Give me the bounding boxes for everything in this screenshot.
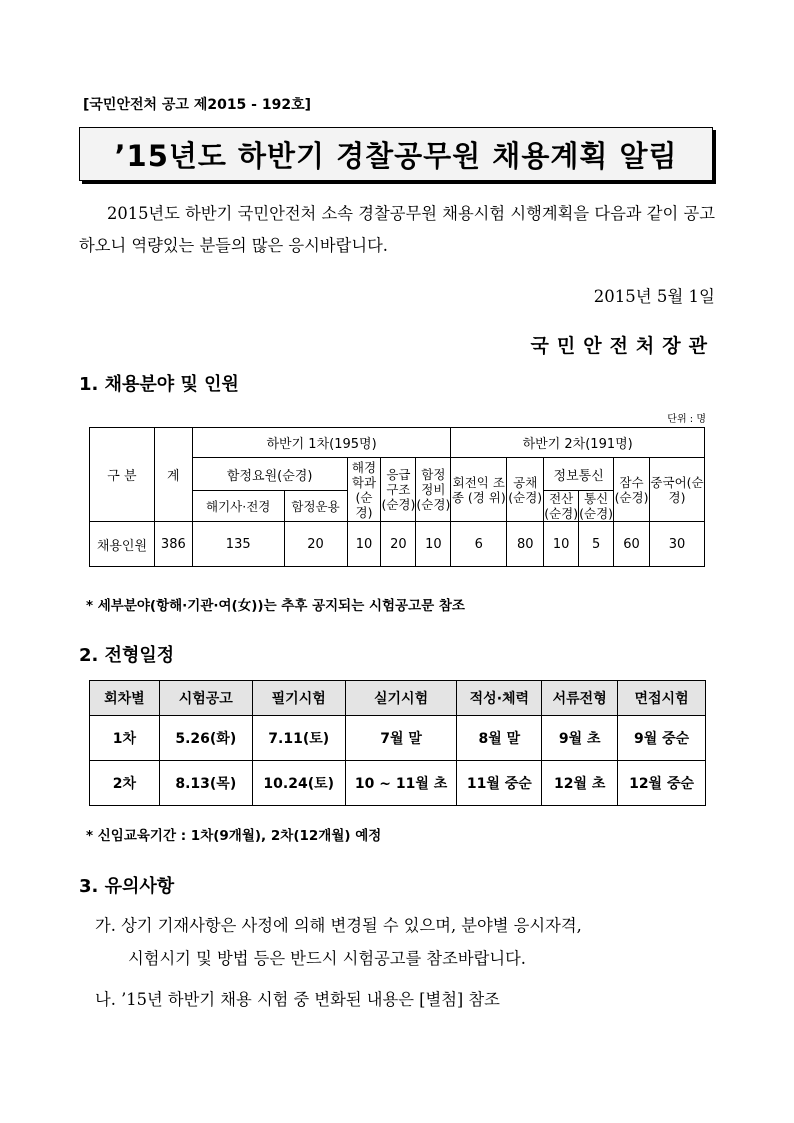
table-row	[90, 428, 705, 458]
row-label: 채용인원	[90, 522, 155, 567]
section-heading-schedule: 2. 전형일정	[79, 645, 175, 666]
cell-total: 386	[154, 522, 192, 567]
header-round: 회차별	[90, 681, 160, 716]
cell-document-screening: 12월 초	[542, 761, 618, 806]
schedule-table	[89, 680, 706, 806]
cell-computer: 10	[544, 522, 579, 567]
cell-public: 80	[507, 522, 544, 567]
cell-round: 2차	[90, 761, 160, 806]
header-interview: 면접시험	[618, 681, 706, 716]
cell-chinese: 30	[650, 522, 705, 567]
header-info-comm: 정보통신	[544, 458, 614, 491]
cell-practical-exam: 7월 말	[345, 716, 457, 761]
page-title: ’15년도 하반기 경찰공무원 채용계획 알림	[114, 138, 678, 173]
cell-document-screening: 9월 초	[542, 716, 618, 761]
cell-ship-ops: 20	[284, 522, 347, 567]
table-row	[90, 761, 706, 806]
caution-item-a-line1: 가. 상기 기재사항은 사정에 의해 변경될 수 있으며, 분야별 응시자격,	[95, 916, 582, 935]
header-ship-maintenance: 함정정비(순경)	[416, 458, 451, 522]
table-header-row	[90, 681, 706, 716]
title-box	[79, 127, 713, 181]
header-round2: 하반기 2차(191명)	[451, 428, 705, 458]
issuer: 국민안전처장관	[530, 335, 715, 357]
notice-date: 2015년 5월 1일	[593, 287, 715, 306]
table-row	[90, 716, 706, 761]
cell-navigator-deck: 135	[192, 522, 284, 567]
cell-telecom: 5	[579, 522, 614, 567]
intro-paragraph: 2015년도 하반기 국민안전처 소속 경찰공무원 채용시험 시행계획을 다음과 같이 공고하오니 역량있는 분들의 많은 응시바랍니다.	[79, 204, 715, 255]
caution-item-b: 나. ’15년 하반기 채용 시험 중 변화된 내용은 [별첨] 참조	[95, 990, 500, 1009]
cell-written-exam: 10.24(토)	[252, 761, 345, 806]
header-maritime-cs: 해경학과(순경)	[347, 458, 381, 522]
header-category: 구 분	[90, 428, 155, 522]
recruitment-table	[89, 427, 705, 567]
schedule-note: * 신임교육기간 : 1차(9개월), 2차(12개월) 예정	[86, 828, 382, 844]
header-practical-exam: 실기시험	[345, 681, 457, 716]
header-chinese: 중국어(순경)	[650, 458, 705, 522]
cell-helicopter: 6	[451, 522, 507, 567]
header-announcement: 시험공고	[159, 681, 252, 716]
cell-emergency-rescue: 20	[381, 522, 416, 567]
header-total: 계	[154, 428, 192, 522]
cell-practical-exam: 10 ~ 11월 초	[345, 761, 457, 806]
cell-announcement: 5.26(화)	[159, 716, 252, 761]
cell-ship-maintenance: 10	[416, 522, 451, 567]
section-heading-recruitment: 1. 채용분야 및 인원	[79, 374, 239, 395]
header-document-screening: 서류전형	[542, 681, 618, 716]
header-navigator-deck: 해기사·전경	[192, 491, 284, 522]
header-public: 공채(순경)	[507, 458, 544, 522]
header-written-exam: 필기시험	[252, 681, 345, 716]
header-round1: 하반기 1차(195명)	[192, 428, 451, 458]
header-telecom: 통신(순경)	[579, 491, 614, 521]
recruitment-note: * 세부분야(항해·기관·여(女))는 추후 공지되는 시험공고문 참조	[86, 598, 465, 614]
cell-announcement: 8.13(목)	[159, 761, 252, 806]
header-emergency-rescue: 응급구조(순경)	[381, 458, 416, 522]
cell-maritime-cs: 10	[347, 522, 381, 567]
section-heading-cautions: 3. 유의사항	[79, 876, 175, 897]
header-aptitude-fitness: 적성·체력	[457, 681, 542, 716]
notice-number: [국민안전처 공고 제2015 - 192호]	[83, 97, 312, 113]
cell-round: 1차	[90, 716, 160, 761]
cell-aptitude-fitness: 11월 중순	[457, 761, 542, 806]
cell-written-exam: 7.11(토)	[252, 716, 345, 761]
cell-interview: 12월 중순	[618, 761, 706, 806]
caution-item-a-line2: 시험시기 및 방법 등은 반드시 시험공고를 참조바랍니다.	[128, 949, 526, 968]
header-ship-ops: 함정운용	[284, 491, 347, 522]
cell-aptitude-fitness: 8월 말	[457, 716, 542, 761]
table-row	[90, 522, 705, 567]
header-diver: 잠수(순경)	[614, 458, 650, 522]
unit-label: 단위 : 명	[667, 414, 706, 425]
cell-interview: 9월 중순	[618, 716, 706, 761]
header-computer: 전산(순경)	[544, 491, 579, 521]
header-ship-crew: 함정요원(순경)	[192, 458, 347, 491]
header-helicopter: 회전익 조 종 (경 위)	[451, 458, 507, 522]
cell-diver: 60	[614, 522, 650, 567]
